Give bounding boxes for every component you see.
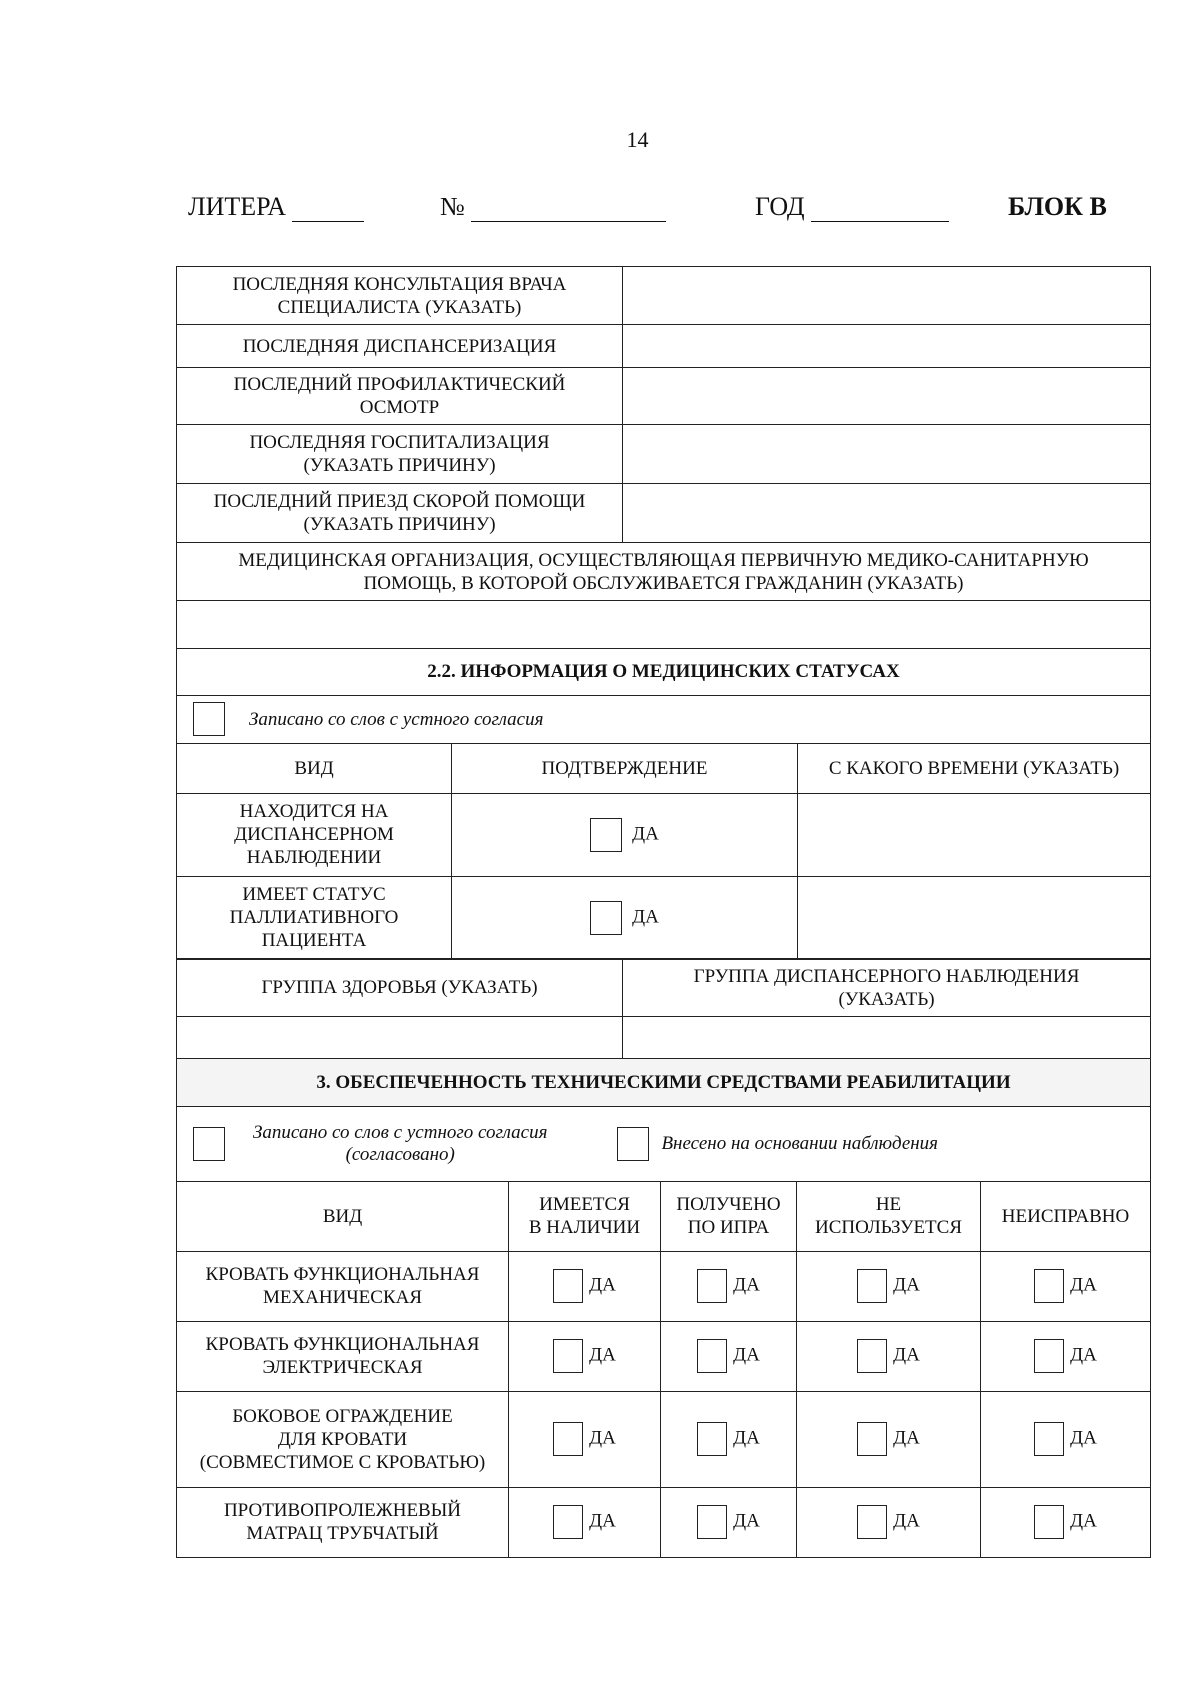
row-label	[177, 425, 623, 484]
option-cell	[797, 1487, 981, 1557]
table-row	[177, 601, 1151, 649]
table-row	[177, 743, 1151, 793]
litera-blank[interactable]	[292, 195, 364, 222]
faulty-checkbox[interactable]	[1034, 1339, 1064, 1373]
received-checkbox[interactable]	[697, 1505, 727, 1539]
table-row	[177, 695, 1151, 743]
label-line: ДЛЯ КРОВАТИ	[277, 1428, 408, 1450]
consent-label	[253, 1122, 547, 1166]
yes-label: ДА	[589, 1344, 616, 1366]
table-row	[177, 267, 1151, 325]
not-used-checkbox[interactable]	[857, 1505, 887, 1539]
option-cell	[797, 1321, 981, 1391]
table-row	[177, 1251, 1151, 1321]
consent-checkbox[interactable]	[193, 1127, 225, 1161]
confirmation-cell	[452, 793, 798, 876]
row-label: ПОСЛЕДНЯЯ ДИСПАНСЕРИЗАЦИЯ	[177, 325, 623, 368]
label-line: (согласовано)	[345, 1143, 455, 1165]
not-used-checkbox[interactable]	[857, 1269, 887, 1303]
label-line: СПЕЦИАЛИСТА (УКАЗАТЬ)	[277, 296, 522, 318]
yes-label: ДА	[1070, 1274, 1097, 1296]
table-row	[177, 1058, 1151, 1106]
yes-label: ДА	[893, 1274, 920, 1296]
label-line: ПОСЛЕДНИЙ ПРИЕЗД СКОРОЙ ПОМОЩИ	[213, 491, 586, 512]
med-org-value[interactable]	[177, 601, 1151, 649]
option-cell	[981, 1321, 1151, 1391]
table-row	[177, 1391, 1151, 1487]
table-row	[177, 484, 1151, 543]
option-cell	[509, 1321, 661, 1391]
label-line: (СОВМЕСТИМОЕ С КРОВАТЬЮ)	[199, 1451, 486, 1473]
available-checkbox[interactable]	[553, 1505, 583, 1539]
block-label: БЛОК В	[1008, 192, 1107, 221]
table-row	[177, 959, 1151, 1017]
label-line: НЕ	[875, 1194, 902, 1215]
yes-label: ДА	[589, 1427, 616, 1449]
row-label	[177, 1321, 509, 1391]
option-cell	[981, 1391, 1151, 1487]
label-line: (УКАЗАТЬ ПРИЧИНУ)	[303, 514, 496, 535]
label-line: В НАЛИЧИИ	[528, 1217, 641, 1238]
table-row	[177, 1017, 1151, 1059]
yes-label: ДА	[632, 905, 659, 927]
label-line: Записано со слов с устного согласия	[253, 1121, 548, 1143]
yes-label: ДА	[733, 1510, 760, 1532]
label-line: ПОСЛЕДНЯЯ КОНСУЛЬТАЦИЯ ВРАЧА	[232, 273, 567, 295]
option-cell	[509, 1487, 661, 1557]
yes-label: ДА	[1070, 1344, 1097, 1366]
label-line: ИМЕЕТСЯ	[539, 1194, 630, 1215]
label-line: ПОСЛЕДНЯЯ ГОСПИТАЛИЗАЦИЯ	[249, 432, 550, 453]
faulty-checkbox[interactable]	[1034, 1269, 1064, 1303]
column-header	[797, 1181, 981, 1251]
label-line: (УКАЗАТЬ)	[838, 988, 935, 1010]
label-line: МЕДИЦИНСКАЯ ОРГАНИЗАЦИЯ, ОСУЩЕСТВЛЯЮЩАЯ ПЕРВИЧНУЮ МЕДИКО-САНИТАРНУЮ	[238, 549, 1089, 571]
preventive-exam-value[interactable]	[623, 368, 1151, 425]
table-row	[177, 1181, 1151, 1251]
yes-label: ДА	[893, 1510, 920, 1532]
label-line: КРОВАТЬ ФУНКЦИОНАЛЬНАЯ	[205, 1264, 480, 1285]
option-cell	[661, 1487, 797, 1557]
label-line: НАХОДИТСЯ НА	[239, 801, 389, 822]
label-line: (УКАЗАТЬ ПРИЧИНУ)	[303, 455, 496, 476]
table-row	[177, 1487, 1151, 1557]
health-group-label: ГРУППА ЗДОРОВЬЯ (УКАЗАТЬ)	[177, 959, 623, 1017]
label-line: ПОМОЩЬ, В КОТОРОЙ ОБСЛУЖИВАЕТСЯ ГРАЖДАНИН (УКАЗАТЬ)	[363, 572, 964, 594]
year-field	[755, 192, 949, 222]
medical-status-table	[176, 648, 1151, 960]
column-header	[661, 1181, 797, 1251]
not-used-checkbox[interactable]	[857, 1339, 887, 1373]
observed-label: Внесено на основании наблюдения	[661, 1133, 939, 1154]
label-line: ИМЕЕТ СТАТУС	[242, 884, 386, 905]
option-cell	[981, 1487, 1151, 1557]
received-checkbox[interactable]	[697, 1269, 727, 1303]
table-row	[177, 1321, 1151, 1391]
med-org-label	[177, 543, 1151, 601]
medical-history-table	[176, 266, 1151, 649]
option-cell	[797, 1251, 981, 1321]
form-header	[188, 192, 1123, 232]
consent-cell	[177, 1106, 1151, 1181]
row-label	[177, 876, 452, 959]
form-body	[176, 266, 1151, 1558]
health-group-value[interactable]	[177, 1017, 623, 1059]
faulty-checkbox[interactable]	[1034, 1505, 1064, 1539]
received-checkbox[interactable]	[697, 1422, 727, 1456]
confirmation-cell	[452, 876, 798, 959]
label-line: НАБЛЮДЕНИИ	[246, 847, 382, 868]
table-row	[177, 368, 1151, 425]
column-header: ПОДТВЕРЖДЕНИЕ	[452, 743, 798, 793]
column-header	[509, 1181, 661, 1251]
option-cell	[797, 1391, 981, 1487]
option-cell	[661, 1251, 797, 1321]
consent-label: Записано со слов с устного согласия	[249, 708, 544, 730]
section-3-title: 3. ОБЕСПЕЧЕННОСТЬ ТЕХНИЧЕСКИМИ СРЕДСТВАМИ РЕАБИЛИТАЦИИ	[177, 1058, 1151, 1106]
column-header: ВИД	[177, 1181, 509, 1251]
disp-group-value[interactable]	[623, 1017, 1151, 1059]
label-line: МАТРАЦ ТРУБЧАТЫЙ	[246, 1523, 439, 1544]
row-label	[177, 484, 623, 543]
table-row	[177, 543, 1151, 601]
option-cell	[981, 1251, 1151, 1321]
yes-label: ДА	[893, 1344, 920, 1366]
yes-label: ДА	[733, 1274, 760, 1296]
label-line: БОКОВОЕ ОГРАЖДЕНИЕ	[232, 1405, 453, 1427]
yes-label: ДА	[1070, 1427, 1097, 1449]
dispensary-checkbox[interactable]	[590, 818, 622, 852]
label-line: МЕХАНИЧЕСКАЯ	[262, 1287, 423, 1308]
label-line: ОСМОТР	[359, 397, 440, 418]
yes-label: ДА	[589, 1274, 616, 1296]
row-label	[177, 1487, 509, 1557]
litera-field	[188, 192, 364, 222]
yes-label: ДА	[893, 1427, 920, 1449]
row-label	[177, 1391, 509, 1487]
year-blank[interactable]	[811, 195, 949, 222]
label-line: ПРОТИВОПРОЛЕЖНЕВЫЙ	[223, 1500, 462, 1521]
row-label	[177, 368, 623, 425]
yes-label: ДА	[632, 822, 659, 844]
year-label: ГОД	[755, 192, 805, 221]
available-checkbox[interactable]	[553, 1339, 583, 1373]
section-22-title: 2.2. ИНФОРМАЦИЯ О МЕДИЦИНСКИХ СТАТУСАХ	[177, 648, 1151, 695]
observed-checkbox[interactable]	[617, 1127, 649, 1161]
faulty-checkbox[interactable]	[1034, 1422, 1064, 1456]
page-number: 14	[626, 127, 649, 152]
available-checkbox[interactable]	[553, 1422, 583, 1456]
column-header: ВИД	[177, 743, 452, 793]
since-when-value[interactable]	[798, 876, 1151, 959]
label-line: ЭЛЕКТРИЧЕСКАЯ	[262, 1357, 423, 1378]
number-label: №	[440, 192, 465, 221]
ambulance-value[interactable]	[623, 484, 1151, 543]
label-line: ИСПОЛЬЗУЕТСЯ	[814, 1217, 963, 1238]
column-header: НЕИСПРАВНО	[981, 1181, 1151, 1251]
hospitalization-value[interactable]	[623, 425, 1151, 484]
not-used-checkbox[interactable]	[857, 1422, 887, 1456]
column-header: С КАКОГО ВРЕМЕНИ (УКАЗАТЬ)	[798, 743, 1151, 793]
received-checkbox[interactable]	[697, 1339, 727, 1373]
row-label	[177, 1251, 509, 1321]
label-line: ПОСЛЕДНИЙ ПРОФИЛАКТИЧЕСКИЙ	[233, 374, 566, 395]
available-checkbox[interactable]	[553, 1269, 583, 1303]
table-row	[177, 1106, 1151, 1181]
table-row	[177, 793, 1151, 876]
yes-label: ДА	[733, 1427, 760, 1449]
option-cell	[509, 1251, 661, 1321]
palliative-checkbox[interactable]	[590, 901, 622, 935]
option-cell	[509, 1391, 661, 1487]
table-row	[177, 325, 1151, 368]
table-row	[177, 876, 1151, 959]
label-line: ПАЦИЕНТА	[261, 930, 367, 951]
health-group-table	[176, 958, 1151, 1059]
label-line: ПОЛУЧЕНО	[676, 1194, 781, 1215]
yes-label: ДА	[733, 1344, 760, 1366]
disp-group-label	[623, 959, 1151, 1017]
label-line: ПАЛЛИАТИВНОГО	[229, 907, 399, 928]
rehab-means-table	[176, 1058, 1151, 1558]
yes-label: ДА	[589, 1510, 616, 1532]
number-field	[440, 192, 666, 222]
yes-label: ДА	[1070, 1510, 1097, 1532]
since-when-value[interactable]	[798, 793, 1151, 876]
option-cell	[661, 1391, 797, 1487]
litera-label: ЛИТЕРА	[188, 192, 287, 221]
table-row	[177, 648, 1151, 695]
table-row	[177, 425, 1151, 484]
consent-checkbox[interactable]	[193, 702, 225, 736]
label-line: ГРУППА ДИСПАНСЕРНОГО НАБЛЮДЕНИЯ	[693, 965, 1080, 987]
number-blank[interactable]	[471, 195, 666, 222]
dispensarization-value[interactable]	[623, 325, 1151, 368]
consent-cell	[177, 695, 1151, 743]
label-line: ПО ИПРА	[687, 1217, 770, 1238]
row-label	[177, 793, 452, 876]
row-label	[177, 267, 623, 325]
label-line: КРОВАТЬ ФУНКЦИОНАЛЬНАЯ	[205, 1334, 480, 1355]
specialist-consult-value[interactable]	[623, 267, 1151, 325]
option-cell	[661, 1321, 797, 1391]
label-line: ДИСПАНСЕРНОМ	[234, 824, 394, 845]
